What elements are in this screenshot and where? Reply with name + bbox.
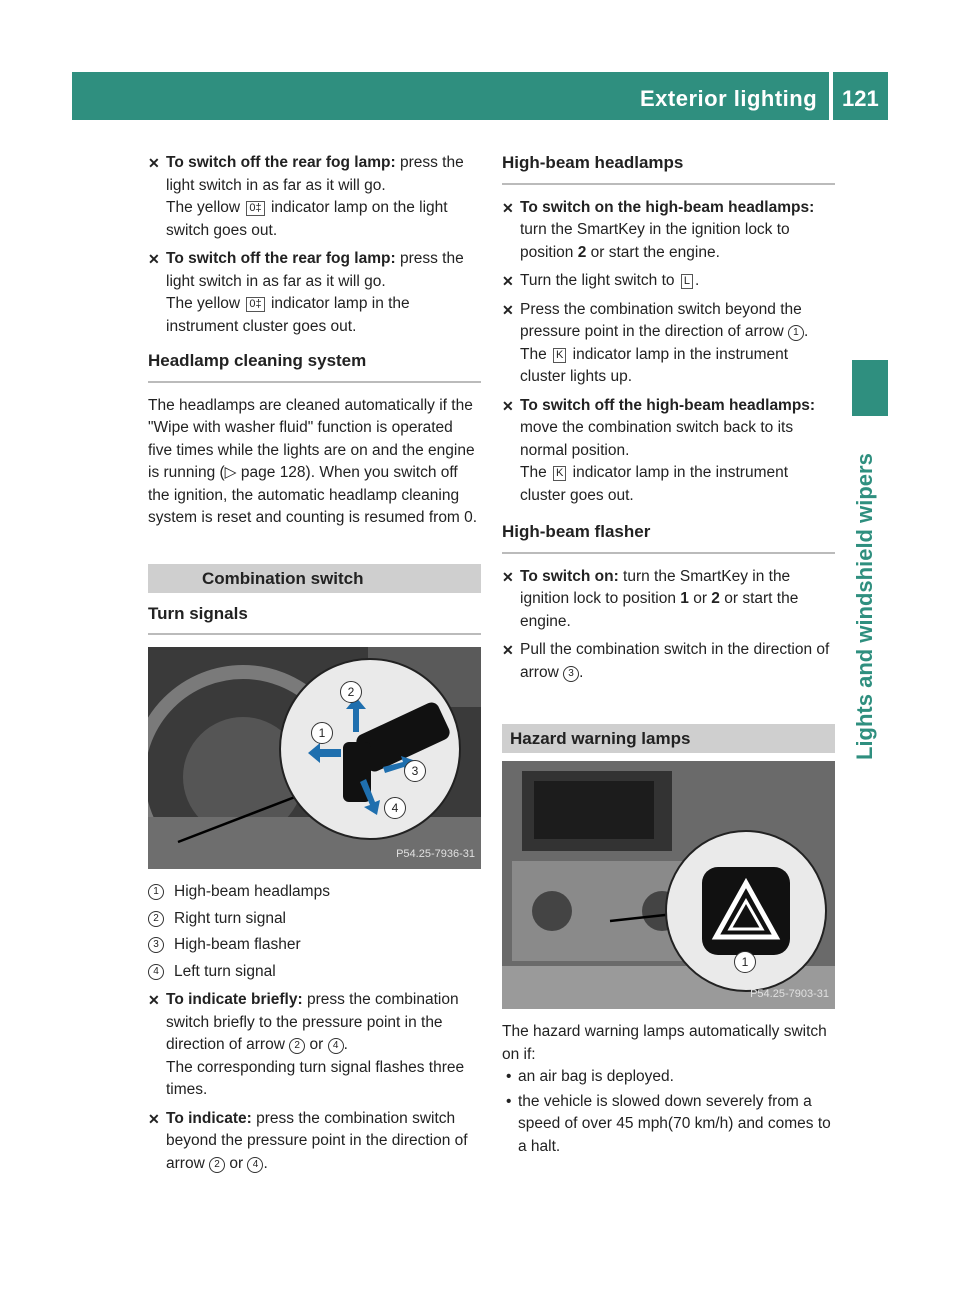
legend-item bbox=[148, 881, 481, 904]
step-text: move the combination switch back to its normal position. bbox=[520, 419, 794, 459]
step-text: press the combination switch briefly to the pressure point in the direction of arrow bbox=[166, 991, 459, 1053]
heading-headlamp-cleaning: Headlamp cleaning system bbox=[148, 350, 481, 383]
legend-number: 3 bbox=[148, 937, 164, 953]
position-number: 2 bbox=[577, 243, 587, 261]
legend-label: High-beam flasher bbox=[174, 936, 301, 953]
legend-item bbox=[148, 934, 481, 957]
step-text: Turn the light switch to bbox=[520, 272, 679, 289]
step-arrow-icon: ✕ bbox=[502, 273, 514, 289]
legend-label: High-beam headlamps bbox=[174, 883, 330, 900]
step-indicate bbox=[148, 1108, 481, 1176]
callout-1: 1 bbox=[734, 951, 756, 973]
step-arrow-icon: ✕ bbox=[148, 1110, 160, 1127]
hazard-switch-image bbox=[502, 761, 835, 1009]
legend-number: 4 bbox=[148, 964, 164, 980]
step-bold: To switch off the high-beam headlamps: bbox=[520, 396, 816, 414]
step-text: press the combination switch beyond the pressure point in the direction of arrow bbox=[166, 1109, 468, 1172]
step-turn-light-switch bbox=[502, 270, 835, 293]
step-text: . bbox=[579, 663, 584, 681]
step-bold: To indicate: bbox=[166, 1109, 252, 1127]
bullet-text: the vehicle is slowed down severely from a speed of over 45 mph(70 km/h) and comes to a halt. bbox=[518, 1092, 831, 1155]
step-arrow-icon: ✕ bbox=[502, 199, 514, 216]
legend-number: 2 bbox=[148, 911, 164, 927]
arrow-number: 2 bbox=[289, 1038, 305, 1054]
step-text: or start the engine. bbox=[520, 590, 799, 630]
step-arrow-icon: ✕ bbox=[148, 155, 160, 171]
step-text: . bbox=[343, 1036, 348, 1053]
step-text: press the light switch in as far as it will go. bbox=[166, 154, 464, 194]
step-text: turn the SmartKey in the ignition lock to position bbox=[520, 567, 791, 607]
sub-text: indicator lamp in the instrument cluster lights up. bbox=[520, 345, 789, 385]
step-fog-light-switch bbox=[148, 152, 481, 242]
bullet-dot: • bbox=[506, 1068, 512, 1085]
bullet-dot: • bbox=[506, 1092, 512, 1110]
heading-hazard-warning-lamps: Hazard warning lamps bbox=[502, 724, 835, 753]
legend-number: 1 bbox=[148, 884, 164, 900]
sub-text: The yellow bbox=[166, 295, 245, 312]
high-beam-icon: K bbox=[553, 348, 566, 363]
step-arrow-icon: ✕ bbox=[502, 568, 514, 585]
step-text: turn the SmartKey in the ignition lock to position bbox=[520, 221, 790, 261]
arrow-number: 3 bbox=[563, 666, 579, 682]
hazard-paragraph: The hazard warning lamps automatically switch on if: bbox=[502, 1023, 827, 1063]
step-bold: To switch off the rear fog lamp: bbox=[166, 154, 396, 171]
step-flasher-switch-on bbox=[502, 566, 835, 634]
left-column bbox=[148, 152, 481, 1181]
step-bold: To switch on the high-beam headlamps: bbox=[520, 198, 815, 216]
legend-label: Right turn signal bbox=[174, 909, 287, 927]
step-arrow-icon: ✕ bbox=[148, 992, 160, 1008]
sub-text: The bbox=[520, 464, 552, 481]
sub-text: The bbox=[520, 345, 552, 363]
step-arrow-icon: ✕ bbox=[502, 642, 514, 658]
arrow-number: 1 bbox=[788, 325, 804, 341]
side-tab-label: Lights and windshield wipers bbox=[852, 453, 877, 760]
combination-switch-illustration bbox=[148, 647, 481, 869]
bullet-item bbox=[502, 1066, 835, 1089]
step-text: Press the combination switch beyond the pressure point in the direction of arrow bbox=[520, 300, 802, 340]
sub-text: The corresponding turn signal flashes three times. bbox=[166, 1058, 465, 1098]
callout-2: 2 bbox=[340, 681, 362, 703]
step-bold: To switch off the rear fog lamp: bbox=[166, 250, 396, 267]
callout-3: 3 bbox=[404, 760, 426, 782]
step-flasher-pull bbox=[502, 639, 835, 684]
heading-combination-switch: Combination switch bbox=[148, 564, 481, 593]
step-arrow-icon: ✕ bbox=[502, 397, 514, 414]
step-indicate-briefly bbox=[148, 989, 481, 1102]
sub-text: indicator lamp on the light switch goes out. bbox=[166, 199, 448, 239]
high-beam-icon: K bbox=[553, 466, 566, 481]
arrow-number: 4 bbox=[247, 1157, 263, 1173]
step-text: or bbox=[305, 1036, 328, 1053]
hazard-switch-illustration bbox=[502, 761, 835, 1009]
step-switch-off-high-beam bbox=[502, 395, 835, 508]
callout-4: 4 bbox=[384, 797, 406, 819]
sub-text: indicator lamp in the instrument cluster goes out. bbox=[166, 295, 410, 335]
rear-fog-lamp-icon: 0‡ bbox=[246, 201, 264, 216]
step-text: or bbox=[688, 590, 712, 607]
step-bold: To switch on: bbox=[520, 567, 619, 585]
side-tab-marker bbox=[852, 360, 888, 416]
step-bold: To indicate briefly: bbox=[166, 991, 303, 1008]
image-code: P54.25-7903-31 bbox=[750, 987, 829, 1000]
step-text: press the light switch in as far as it will go. bbox=[166, 250, 464, 290]
heading-high-beam-headlamps: High-beam headlamps bbox=[502, 152, 835, 185]
cleaning-paragraph: The headlamps are cleaned automatically if the "Wipe with washer fluid" function is operated five times while the lights are on and the engine is running (▷ page 128). When you switch off the ignition, the automatic headlamp cleaning system is reset and counting is resumed from 0. bbox=[148, 396, 478, 526]
step-text: or start the engine. bbox=[586, 243, 720, 261]
bullet-item bbox=[502, 1091, 835, 1159]
legend-item bbox=[148, 961, 481, 984]
header-divider bbox=[829, 72, 833, 120]
position-number: 1 bbox=[680, 590, 689, 607]
bullet-text: an air bag is deployed. bbox=[518, 1068, 674, 1085]
sub-text: The yellow bbox=[166, 199, 245, 216]
arrow-number: 4 bbox=[328, 1038, 344, 1054]
low-beam-icon: L bbox=[681, 274, 693, 289]
image-code: P54.25-7936-31 bbox=[396, 847, 475, 860]
arrow-number: 2 bbox=[209, 1157, 225, 1173]
step-arrow-icon: ✕ bbox=[148, 251, 160, 267]
step-text: . bbox=[803, 323, 809, 340]
step-text: or bbox=[225, 1154, 248, 1172]
heading-turn-signals: Turn signals bbox=[148, 603, 481, 636]
callout-1: 1 bbox=[311, 722, 333, 744]
step-text: . bbox=[694, 272, 700, 289]
page-number: 121 bbox=[842, 86, 879, 111]
position-number: 2 bbox=[711, 590, 720, 607]
legend-label: Left turn signal bbox=[174, 962, 276, 980]
legend-item bbox=[148, 908, 481, 931]
step-switch-on-high-beam bbox=[502, 197, 835, 265]
step-fog-cluster bbox=[148, 248, 481, 338]
step-arrow-icon: ✕ bbox=[502, 301, 514, 318]
step-text: . bbox=[263, 1154, 268, 1172]
section-title: Exterior lighting bbox=[640, 86, 818, 111]
rear-fog-lamp-icon: 0‡ bbox=[246, 297, 264, 312]
step-text: Pull the combination switch in the direction of arrow bbox=[520, 641, 830, 681]
right-column bbox=[502, 152, 835, 1160]
step-press-combination bbox=[502, 299, 835, 389]
combination-switch-image bbox=[148, 647, 481, 869]
heading-high-beam-flasher: High-beam flasher bbox=[502, 521, 835, 554]
sub-text: indicator lamp in the instrument cluster goes out. bbox=[520, 464, 789, 504]
